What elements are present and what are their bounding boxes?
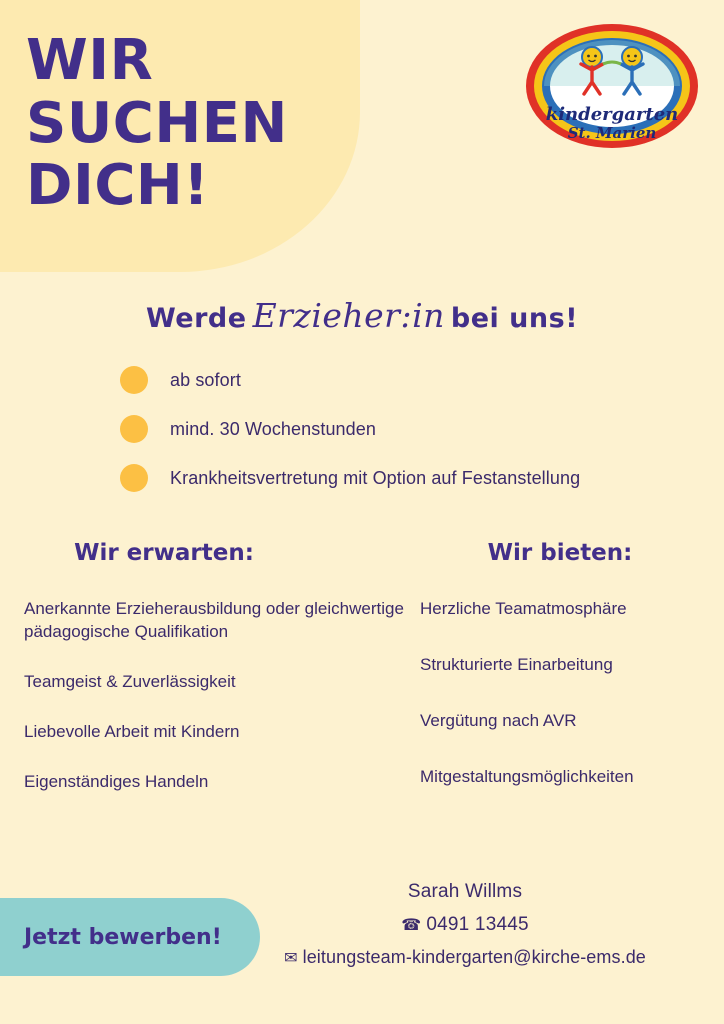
subtitle-role: Erzieher:in: [252, 296, 445, 335]
contact-name: Sarah Willms: [407, 881, 523, 902]
logo-name-line2: St. Marien: [567, 124, 657, 142]
requirements-title: Wir erwarten:: [74, 540, 254, 566]
list-item: Strukturierte Einarbeitung: [420, 654, 613, 674]
list-item: Vergütung nach AVR: [420, 710, 577, 730]
page-title: [26, 30, 446, 218]
bullet-label: Krankheitsvertretung mit Option auf Festanstellung: [170, 467, 581, 488]
benefits-title: Wir bieten:: [487, 540, 633, 566]
contact-email-row: [230, 947, 700, 968]
list-item: Anerkannte Erzieherausbildung oder gleichwertige pädagogische Qualifikation: [24, 599, 404, 641]
subtitle: [0, 296, 724, 335]
list-item: Teamgeist & Zuverlässigkeit: [24, 671, 236, 691]
phone-icon: ☎: [401, 917, 422, 934]
contact-email[interactable]: leitungsteam-kindergarten@kirche-ems.de: [302, 947, 646, 967]
bullet-dot-icon: [120, 415, 148, 443]
list-item: Liebevolle Arbeit mit Kindern: [24, 721, 240, 741]
contact-phone[interactable]: 0491 13445: [426, 914, 529, 935]
logo-name-line1: kindergarten: [545, 104, 679, 125]
bullet-dot-icon: [120, 464, 148, 492]
subtitle-post: bei uns!: [450, 303, 579, 334]
list-item: Herzliche Teamatmosphäre: [420, 599, 627, 618]
logo-icon: [524, 22, 700, 150]
bullet-label: ab sofort: [170, 369, 241, 390]
contact-block: [230, 881, 700, 968]
list-item: [120, 464, 680, 492]
subtitle-pre: Werde: [145, 303, 247, 334]
list-item: Mitgestaltungsmöglichkeiten: [420, 766, 634, 786]
list-item: [120, 415, 680, 443]
requirements-list: [24, 598, 404, 794]
kindergarten-logo: [524, 22, 700, 150]
benefits-list: [420, 598, 710, 789]
headline-line-3: DICH!: [26, 153, 210, 219]
contact-phone-row: [230, 914, 700, 936]
envelope-icon: ✉: [284, 950, 298, 967]
list-item: [120, 366, 680, 394]
key-facts-list: [120, 366, 680, 513]
bullet-dot-icon: [120, 366, 148, 394]
apply-button-label: Jetzt bewerben!: [24, 924, 222, 950]
list-item: Eigenständiges Handeln: [24, 771, 209, 791]
bullet-label: mind. 30 Wochenstunden: [170, 418, 377, 439]
headline-line-1: WIR: [26, 28, 154, 93]
headline-line-2: SUCHEN: [26, 90, 288, 156]
apply-button[interactable]: [0, 898, 260, 976]
benefits-section: [420, 540, 710, 822]
requirements-section: [24, 540, 404, 821]
